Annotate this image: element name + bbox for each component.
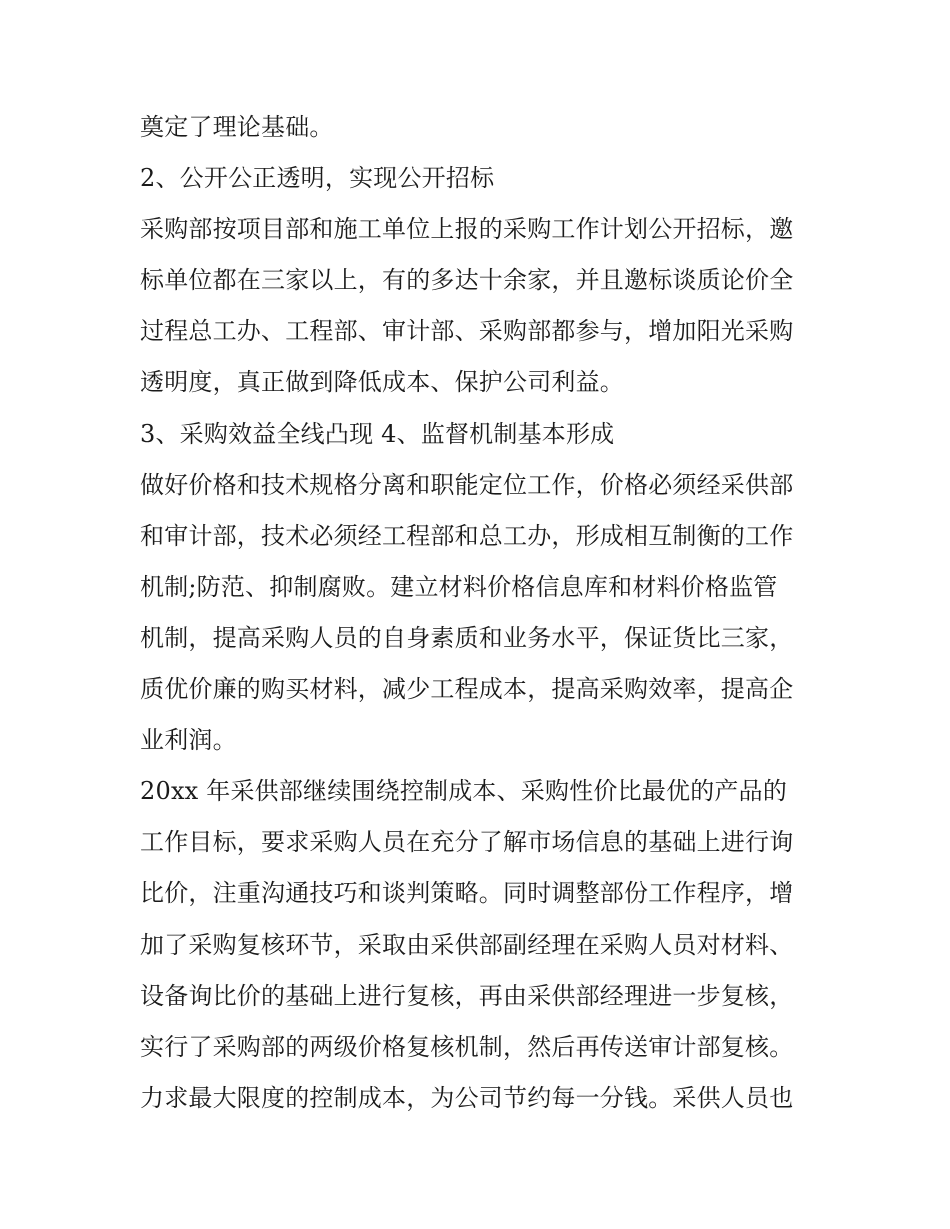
text-line: 过程总工办、工程部、审计部、采购部都参与，增加阳光采购 xyxy=(140,317,794,346)
text-line: 机制;防范、抑制腐败。建立材料价格信息库和材料价格监管 xyxy=(140,572,778,601)
text-line: 比价，注重沟通技巧和谈判策略。同时调整部份工作程序，增 xyxy=(140,879,794,908)
text-line: 质优价廉的购买材料，减少工程成本，提高采购效率，提高企 xyxy=(140,675,794,704)
text-line: 透明度，真正做到降低成本、保护公司利益。 xyxy=(140,368,624,397)
text-line: 工作目标，要求采购人员在充分了解市场信息的基础上进行询 xyxy=(140,828,794,857)
text-line: 业利润。 xyxy=(140,726,237,755)
text-line: 实行了采购部的两级价格复核机制，然后再传送审计部复核。 xyxy=(140,1032,794,1061)
text-line: 做好价格和技术规格分离和职能定位工作，价格必须经采供部 xyxy=(140,470,794,499)
text-line: 机制，提高采购人员的自身素质和业务水平，保证货比三家， xyxy=(140,623,794,652)
text-line: 力求最大限度的控制成本，为公司节约每一分钱。采供人员也 xyxy=(140,1083,794,1112)
text-line: 加了采购复核环节，采取由采供部副经理在采购人员对材料、 xyxy=(140,930,794,959)
text-line: 采购部按项目部和施工单位上报的采购工作计划公开招标，邀 xyxy=(140,215,794,244)
text-line: 标单位都在三家以上，有的多达十余家，并且邀标谈质论价全 xyxy=(140,266,794,295)
text-line: 20xx 年采供部继续围绕控制成本、采购性价比最优的产品的 xyxy=(140,777,788,806)
document-body xyxy=(140,102,820,1124)
section-heading-3-4: 3、采购效益全线凸现 4、监督机制基本形成 xyxy=(140,419,615,448)
text-line: 奠定了理论基础。 xyxy=(140,113,334,141)
text-line: 设备询比价的基础上进行复核，再由采供部经理进一步复核， xyxy=(140,981,794,1010)
section-heading-2: 2、公开公正透明，实现公开招标 xyxy=(140,164,495,193)
text-line: 和审计部，技术必须经工程部和总工办，形成相互制衡的工作 xyxy=(140,521,794,550)
